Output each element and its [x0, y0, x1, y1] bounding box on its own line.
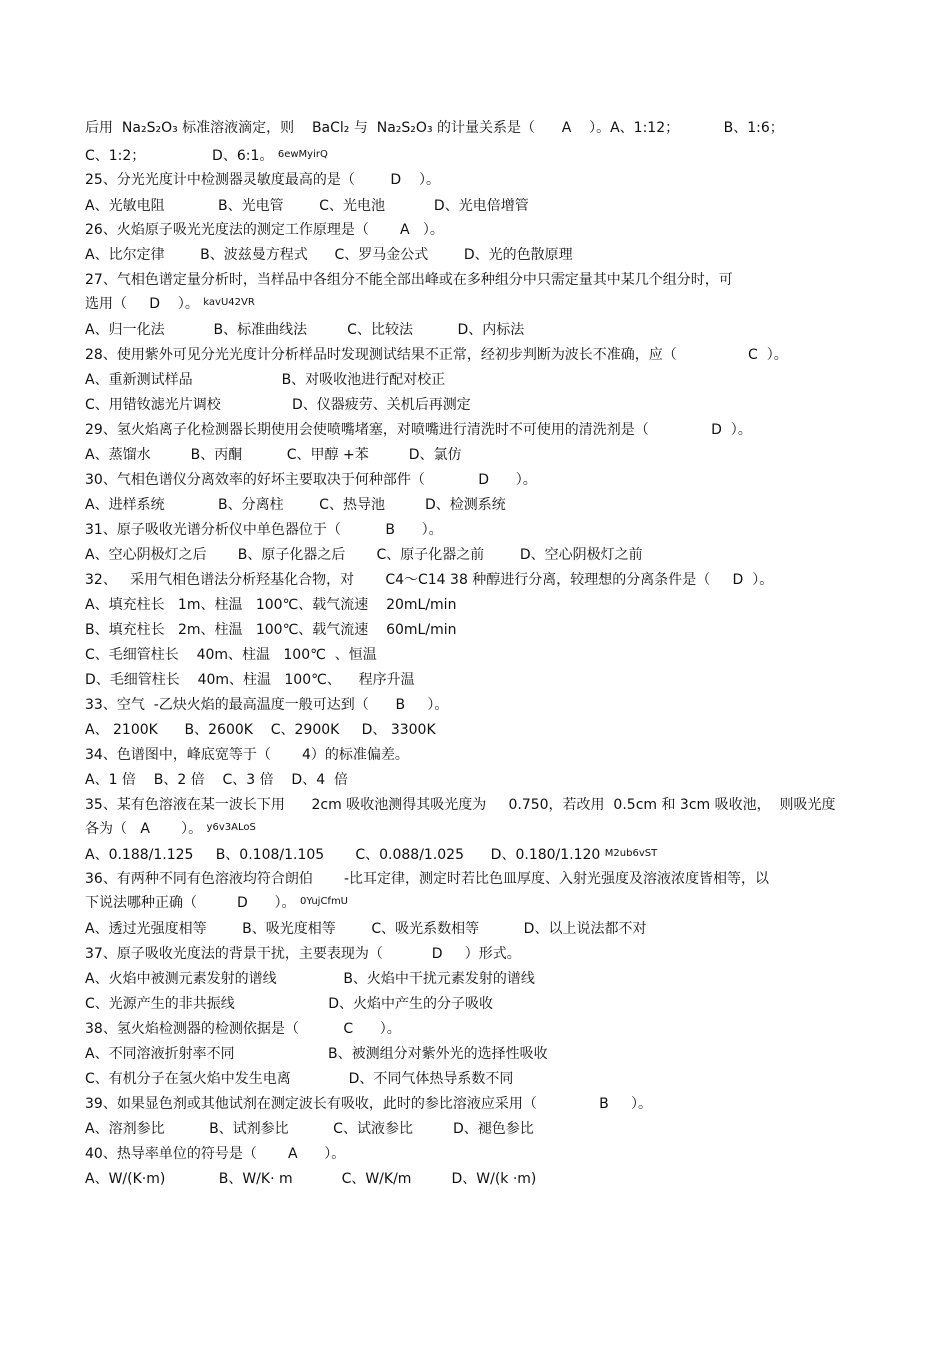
line-text: A、蒸馏水 B、丙酮 C、甲醇 +苯 D、氯仿 — [85, 447, 462, 463]
watermark-code: y6v3ALoS — [206, 822, 256, 833]
watermark-code: M2ub6vST — [604, 848, 658, 859]
question-line — [85, 218, 875, 242]
question-line — [85, 343, 875, 367]
line-text: A、归一化法 B、标准曲线法 C、比较法 D、内标法 — [85, 322, 525, 338]
options-line — [85, 1067, 875, 1091]
options-line — [85, 643, 875, 667]
options-line — [85, 668, 875, 692]
line-text: 27、气相色谱定量分析时，当样品中各组分不能全部出峰或在多种组分中只需定量其中某几个组分时，可 — [85, 272, 733, 288]
question-line — [85, 518, 875, 542]
options-line — [85, 842, 875, 866]
options-line — [85, 493, 875, 517]
question-line — [85, 793, 875, 817]
line-text: 29、氢火焰离子化检测器长期使用会使喷嘴堵塞，对喷嘴进行清洗时不可使用的清洗剂是（ D ）。 — [85, 422, 752, 438]
line-text: 39、如果显色剂或其他试剂在测定波长有吸收，此时的参比溶液应采用（ B ）。 — [85, 1096, 652, 1112]
options-line — [85, 768, 875, 792]
line-text: 37、原子吸收光度法的背景干扰，主要表现为（ D ）形式。 — [85, 946, 521, 962]
line-text: A、空心阴极灯之后 B、原子化器之后 C、原子化器之前 D、空心阴极灯之前 — [85, 547, 643, 563]
line-text: C、1:2； D、6:1。 — [85, 148, 274, 164]
line-text: A、比尔定律 B、波兹曼方程式 C、罗马金公式 D、光的色散原理 — [85, 247, 573, 263]
line-text: A、不同溶液折射率不同 B、被测组分对紫外光的选择性吸收 — [85, 1046, 548, 1062]
options-line — [85, 543, 875, 567]
question-line — [85, 291, 875, 315]
line-text: 36、有两种不同有色溶液均符合朗伯 -比耳定律，测定时若比色皿厚度、入射光强度及溶液浓度皆相等，以 — [85, 871, 770, 887]
line-text: A、1 倍 B、2 倍 C、3 倍 D、4 倍 — [85, 772, 349, 788]
question-line — [85, 890, 875, 914]
line-text: B、填充柱长 2m、柱温 100℃、载气流速 60mL/min — [85, 622, 457, 638]
line-text: A、重新测试样品 B、对吸收池进行配对校正 — [85, 372, 446, 388]
question-line — [85, 743, 875, 767]
question-line — [85, 168, 875, 192]
options-line — [85, 718, 875, 742]
question-line — [85, 816, 875, 840]
options-line — [85, 917, 875, 941]
line-text: 28、使用紫外可见分光光度计分析样品时发现测试结果不正常，经初步判断为波长不准确，应（ C ）。 — [85, 347, 788, 363]
line-text: A、透过光强度相等 B、吸光度相等 C、吸光系数相等 D、以上说法都不对 — [85, 921, 647, 937]
line-text: A、W/(K·m) B、W/K· m C、W/K/m D、W/(k ·m) — [85, 1171, 537, 1187]
options-line — [85, 443, 875, 467]
options-line — [85, 1042, 875, 1066]
question-line — [85, 693, 875, 717]
line-text: 下说法哪种正确（ D ）。 — [85, 895, 296, 911]
line-text: 31、原子吸收光谱分析仪中单色器位于（ B ）。 — [85, 522, 443, 538]
options-line — [85, 1117, 875, 1141]
line-text: A、光敏电阻 B、光电管 C、光电池 D、光电倍增管 — [85, 198, 529, 214]
line-text: 40、热导率单位的符号是（ A ）。 — [85, 1146, 346, 1162]
line-text: 38、氢火焰检测器的检测依据是（ C ）。 — [85, 1021, 401, 1037]
line-text: 26、火焰原子吸光光度法的测定工作原理是（ A ）。 — [85, 222, 444, 238]
line-text: 25、分光光度计中检测器灵敏度最高的是（ D ）。 — [85, 172, 440, 188]
question-line — [85, 468, 875, 492]
options-line — [85, 618, 875, 642]
line-text: C、毛细管柱长 40m、柱温 100℃ 、恒温 — [85, 647, 377, 663]
options-line — [85, 992, 875, 1016]
line-text: A、溶剂参比 B、试剂参比 C、试液参比 D、褪色参比 — [85, 1121, 534, 1137]
options-line — [85, 368, 875, 392]
line-text: C、用错钕滤光片调校 D、仪器疲劳、关机后再测定 — [85, 397, 471, 413]
watermark-code: 0YujCfmU — [300, 896, 349, 907]
line-text: A、0.188/1.125 B、0.108/1.105 C、0.088/1.025 D、0.180/1.120 — [85, 847, 601, 863]
options-line — [85, 194, 875, 218]
line-text: A、进样系统 B、分离柱 C、热导池 D、检测系统 — [85, 497, 506, 513]
line-text: A、 2100K B、2600K C、2900K D、 3300K — [85, 722, 436, 738]
line-text: C、光源产生的非共振线 D、火焰中产生的分子吸收 — [85, 996, 494, 1012]
options-line — [85, 393, 875, 417]
line-text: 32、 采用气相色谱法分析羟基化合物，对 C4～C14 38 种醇进行分离，较理想的分离条件是（ D ）。 — [85, 572, 774, 588]
line-text: A、填充柱长 1m、柱温 100℃、载气流速 20mL/min — [85, 597, 457, 613]
line-text: 34、色谱图中，峰底宽等于（ 4）的标准偏差。 — [85, 747, 409, 763]
text-line — [85, 116, 875, 140]
line-text: 33、空气 -乙炔火焰的最高温度一般可达到（ B ）。 — [85, 697, 449, 713]
line-text: 各为（ A ）。 — [85, 821, 203, 837]
question-line — [85, 568, 875, 592]
line-text: 30、气相色谱仪分离效率的好坏主要取决于何种部件（ D ）。 — [85, 472, 537, 488]
question-line — [85, 418, 875, 442]
question-line — [85, 867, 875, 891]
line-text: C、有机分子在氢火焰中发生电离 D、不同气体热导系数不同 — [85, 1071, 514, 1087]
question-line — [85, 1142, 875, 1166]
question-line — [85, 942, 875, 966]
line-text: D、毛细管柱长 40m、柱温 100℃、 程序升温 — [85, 672, 415, 688]
text-line — [85, 143, 875, 167]
options-line — [85, 243, 875, 267]
question-line — [85, 1092, 875, 1116]
line-text: 选用（ D ）。 — [85, 296, 199, 312]
line-text: 35、某有色溶液在某一波长下用 2cm 吸收池测得其吸光度为 0.750，若改用 0.5cm 和 3cm 吸收池， 则吸光度 — [85, 797, 836, 813]
question-line — [85, 1017, 875, 1041]
question-line — [85, 268, 875, 292]
line-text: A、火焰中被测元素发射的谱线 B、火焰中干扰元素发射的谱线 — [85, 971, 535, 987]
options-line — [85, 1167, 875, 1191]
line-text: 后用 Na₂S₂O₃ 标准溶液滴定，则 BaCl₂ 与 Na₂S₂O₃ 的计量关系是（ A ）。A、1:12； B、1:6； — [85, 120, 784, 136]
options-line — [85, 318, 875, 342]
options-line — [85, 967, 875, 991]
options-line — [85, 593, 875, 617]
watermark-code: 6ewMyirQ — [277, 149, 328, 160]
watermark-code: kavU42VR — [203, 297, 255, 308]
